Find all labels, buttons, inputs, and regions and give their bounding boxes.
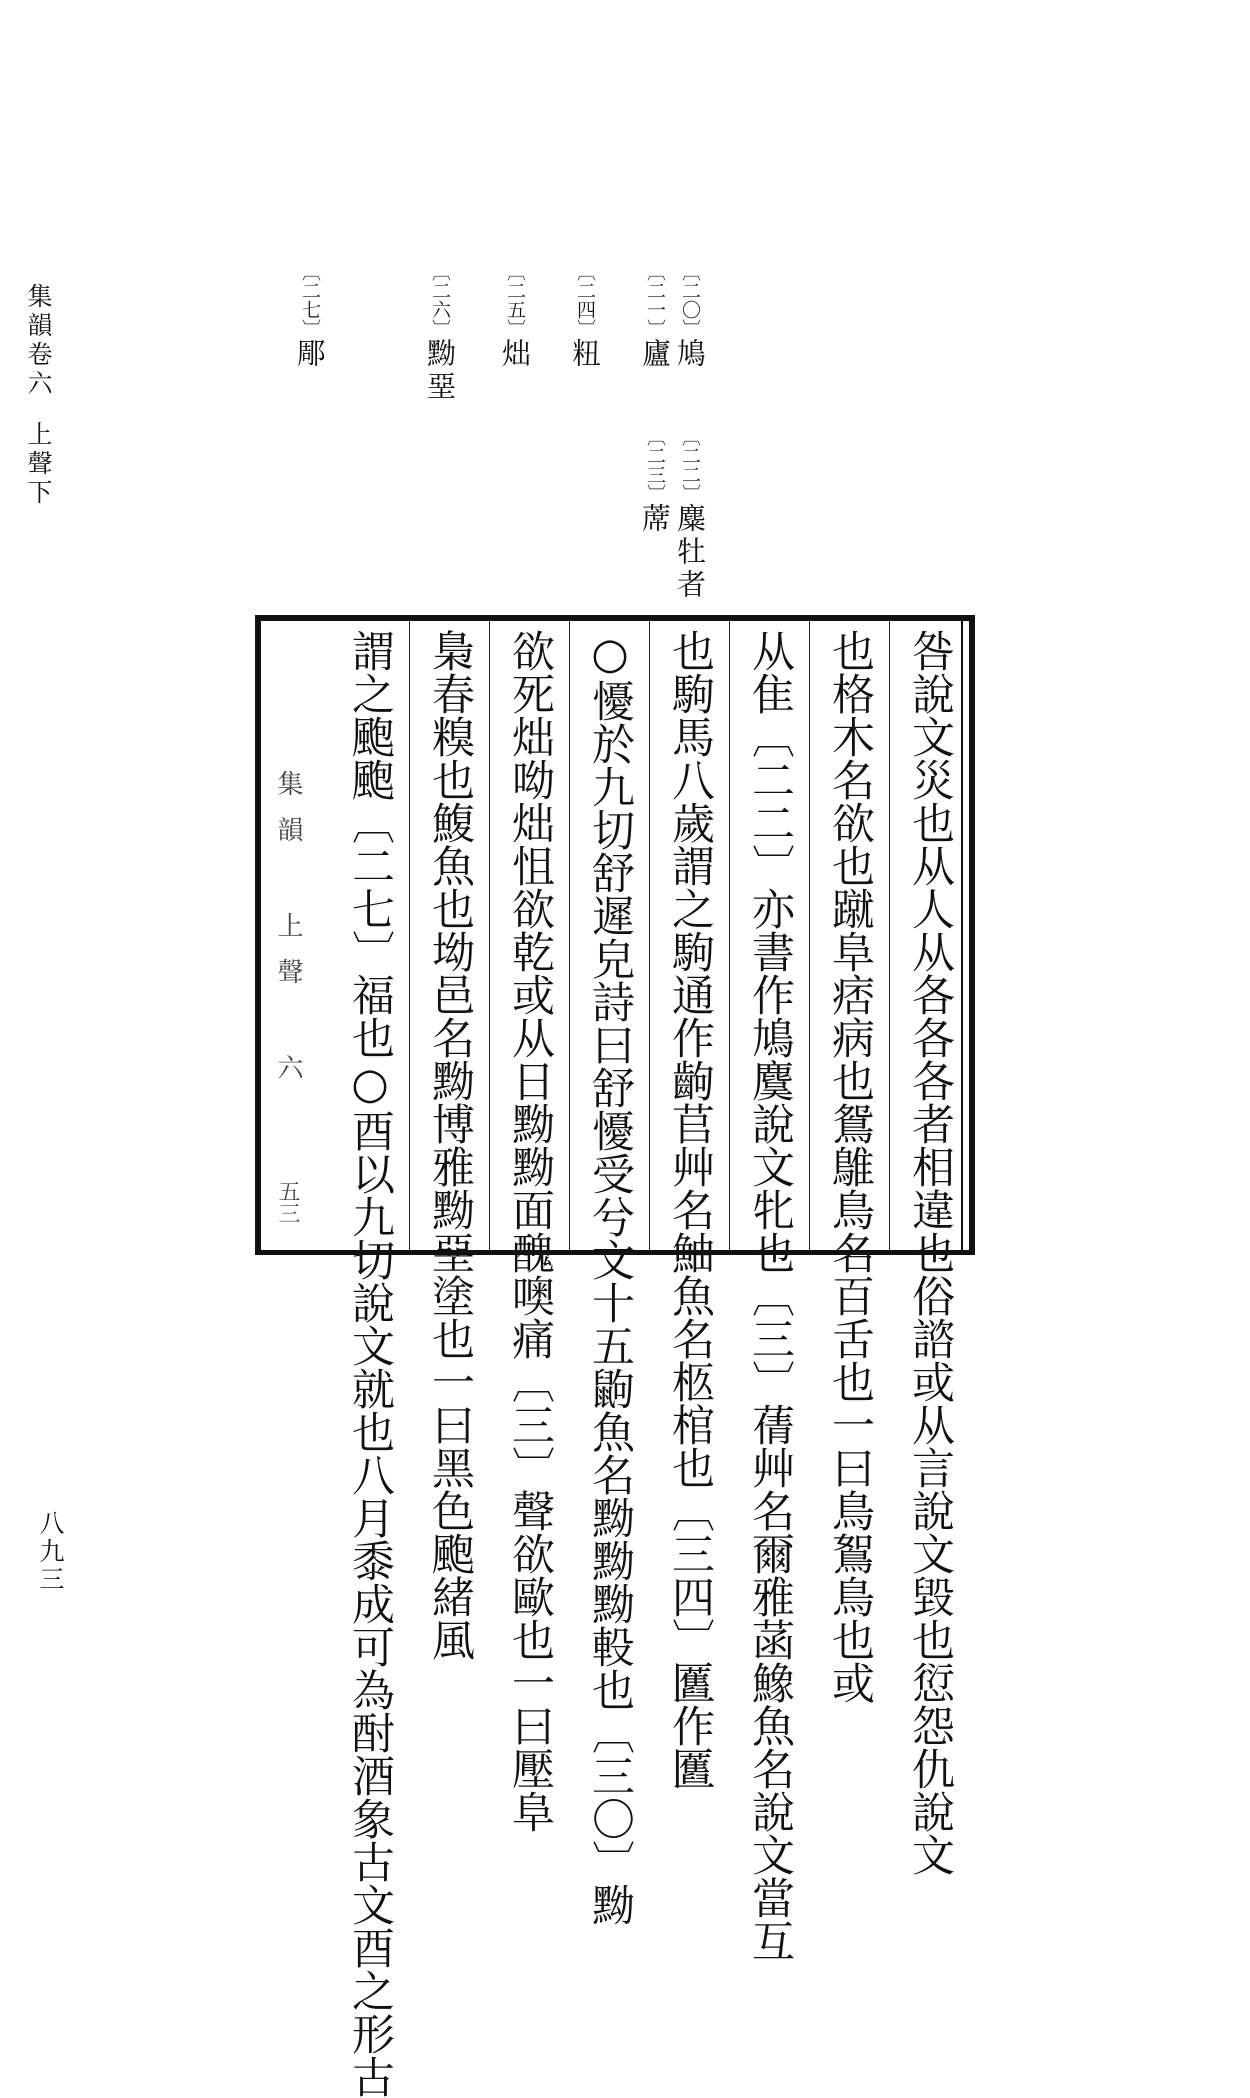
collation-notes xyxy=(255,262,755,622)
note-number: 〔二五〕 xyxy=(504,262,526,338)
collation-note xyxy=(638,427,672,536)
text-column: 梟春糗也鰒魚也坳邑名黝博雅黝堊塗也一曰黑色颮緒風 xyxy=(409,621,489,1250)
collation-note xyxy=(638,262,672,371)
collation-note xyxy=(498,262,532,371)
fold-title: 集韻 上聲 六 xyxy=(273,770,303,1100)
section-title: 上聲下 xyxy=(24,421,53,508)
note-text: 鳩 xyxy=(673,338,707,371)
text-column: 謂之颮颮〔二七〕福也○酉以九切說文就也八月黍成可為酎酒象古文酉之形古 xyxy=(345,629,395,2098)
note-number: 〔二一〕 xyxy=(644,262,666,338)
note-text: 郮 xyxy=(293,338,327,371)
note-number: 〔二四〕 xyxy=(574,262,596,338)
note-text: 蓆 xyxy=(638,503,672,536)
text-column: 欲死炪呦炪怚欲乾或从日黝黝面醜噢痛〔三〕聲欲歐也一曰壓阜 xyxy=(489,621,569,1250)
note-text: 粈 xyxy=(568,338,602,371)
collation-note xyxy=(673,262,707,371)
book-title: 集韻卷六 xyxy=(24,283,53,399)
fold-leaf-number: 五三 xyxy=(275,1180,300,1224)
collation-note xyxy=(673,427,707,602)
running-head xyxy=(20,283,56,508)
note-number: 〔二七〕 xyxy=(299,262,321,338)
note-number: 〔二〇〕 xyxy=(679,262,701,338)
text-column: 也駒馬八歲謂之駒通作齣苢艸名鮋魚名柩棺也〔三四〕匶作匶 xyxy=(649,621,729,1250)
text-column: ○懮於九切舒遲皃詩曰舒懮受兮文十五鼩魚名黝黝黝軗也〔三〇〕黝 xyxy=(569,621,649,1250)
collation-note xyxy=(293,262,327,371)
text-column: 从隹〔二二〕亦書作鳩麌說文牝也〔三〕蒨艸名爾雅菡鱌魚名說文當互 xyxy=(729,621,809,1250)
note-text: 炪 xyxy=(498,338,532,371)
text-frame xyxy=(255,615,975,2098)
text-column: 咎說文災也从人从各各各者相違也俗諮或从言說文毀也愆怨仇說文 xyxy=(889,621,969,1250)
text-column: 也格木名欲也蹴阜痞病也鴛鵻鳥名百舌也一曰鳥鴽鳥也或 xyxy=(809,621,889,1250)
note-number: 〔二三〕 xyxy=(644,427,666,503)
collation-note xyxy=(423,262,457,404)
note-number: 〔二六〕 xyxy=(429,262,451,338)
note-text: 麋牡者 xyxy=(673,503,707,602)
note-text: 黝堊 xyxy=(423,338,457,404)
note-text: 廬 xyxy=(638,338,672,371)
text-columns xyxy=(261,621,969,2098)
page-number: 八九三 xyxy=(36,1510,65,1594)
collation-note xyxy=(568,262,602,371)
note-number: 〔二二〕 xyxy=(679,427,701,503)
